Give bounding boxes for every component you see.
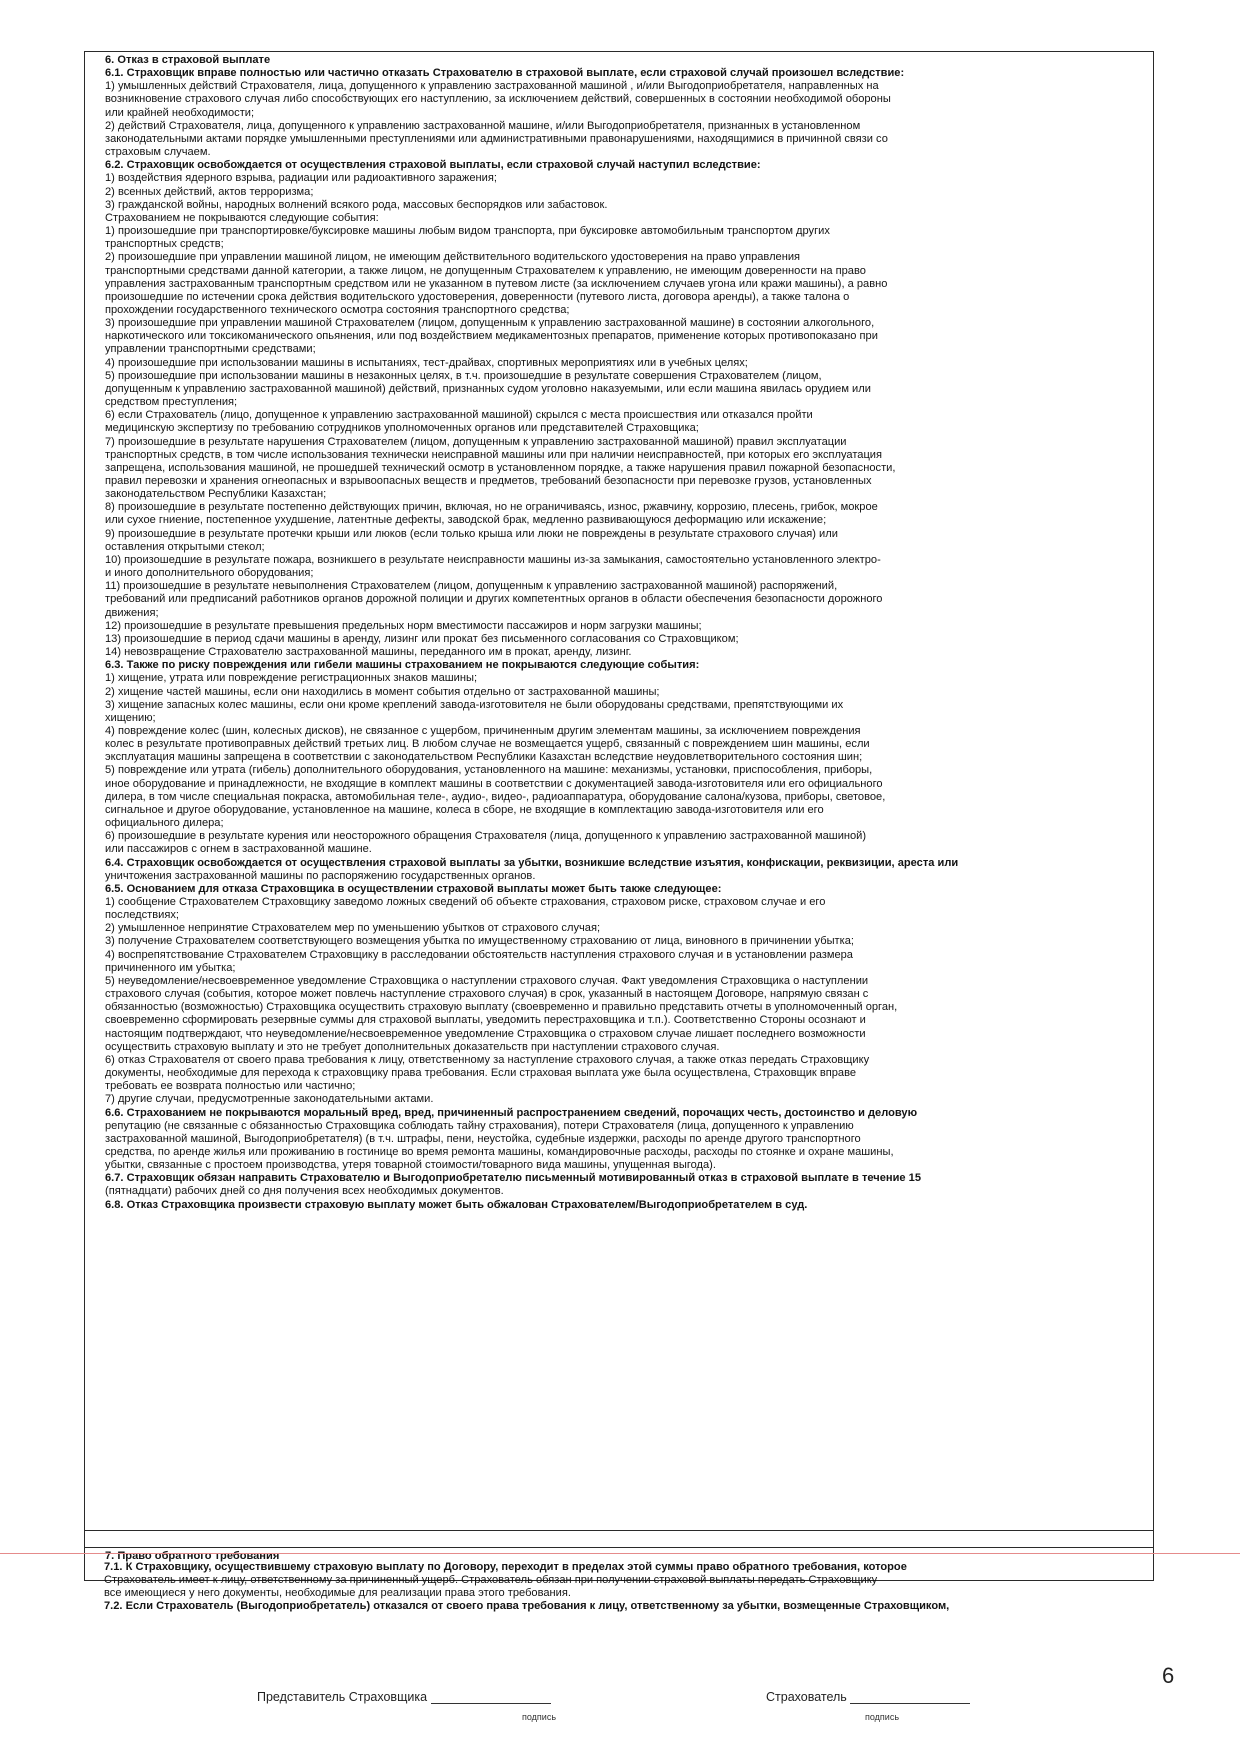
text-line: требований или предписаний работников органов дорожной полиции и других компетентных органов в области обеспечения безопасности дорожного (105, 593, 883, 606)
text-line: 8) произошедшие в результате постепенно действующих причин, включая, но не ограничиваясь, износ, ржавчину, коррозию, плесень, грибок, мокрое (105, 501, 878, 514)
text-line: 4) повреждение колес (шин, колесных дисков), не связанное с ущербом, причиненным другим элементам машины, за исключением повреждения (105, 724, 861, 737)
text-line: или сухое гниение, постепенное ухудшение, латентные дефекты, заводской брак, медленно развивающуюся деформацию или искажение; (105, 514, 827, 527)
text-line: 6.1. Страховщик вправе полностью или частично отказать Страхователю в страховой выплате, если страховой случай произошел вследствие: (105, 67, 905, 80)
text-line: 2) умышленное непринятие Страхователем мер по уменьшению убытков от страхового случая; (105, 922, 601, 935)
text-line: управления застрахованным транспортным средством или не указанном в путевом листе (за исключением случаев угона или кражи машины), а равно (105, 277, 888, 290)
text-line: или пассажиров с огнем в застрахованной машине. (105, 843, 372, 856)
signature-insurer-label: Представитель Страховщика (257, 1690, 428, 1704)
text-line: эксплуатация машины запрещена в соответствии с законодательством Республики Казахстан вследствие неудовлетворительного состояния шин; (105, 751, 863, 764)
text-line: 3) получение Страхователем соответствующего возмещения убытка по имущественному страхованию от лица, виновного в причинении убытка; (105, 935, 854, 948)
text-line: дилера, в том числе специальная покраска, автомобильная теле-, аудио-, видео-, радиоаппаратура, оборудование салона/кузова, приборы, световое, (105, 790, 886, 803)
text-line: 6.3. Также по риску повреждения или гибели машины страхованием не покрываются следующие события: (105, 659, 700, 672)
text-line: 1) воздействия ядерного взрыва, радиации или радиоактивного заражения; (105, 172, 497, 185)
text-line: 6.4. Страховщик освобождается от осуществления страховой выплаты за убытки, возникшие вследствие изъятия, конфискации, реквизиции, ареста или (105, 856, 959, 869)
text-line: настоящим подтверждают, что неуведомление/несвоевременное уведомление Страховщика о страховом случае лишает последнего возможности (105, 1027, 866, 1040)
text-line: 6.5. Основанием для отказа Страховщика в осуществлении страховой выплаты может быть также следующее: (105, 882, 722, 895)
text-line: документы, необходимые для перехода к страховщику права требования. Если страховая выплата уже была осуществлена, Страховщик вправе (105, 1067, 857, 1080)
text-line: 12) произошедшие в результате превышения предельных норм вместимости пассажиров и норм загрузки машины; (105, 619, 702, 632)
text-line: 2) хищение частей машины, если они находились в момент события отдельно от застрахованной машины; (105, 685, 660, 698)
text-line: причиненного им убытка; (105, 961, 236, 974)
text-line: 13) произошедшие в период сдачи машины в аренду, лизинг или прокат без письменного согласования со Страховщиком; (105, 632, 739, 645)
text-line: (пятнадцати) рабочих дней со дня получения всех необходимых документов. (105, 1185, 504, 1198)
text-line: законодательством Республики Казахстан; (105, 488, 327, 501)
text-line: наркотического или токсикоманического опьянения, или под воздействием медикаментозных препаратов, применение которых противопоказано при (105, 330, 878, 343)
text-line: оставления открытыми стекол; (105, 540, 265, 553)
text-line: последствиях; (105, 909, 179, 922)
text-line: прохождении государственного технического осмотра состояния транспортного средства; (105, 303, 570, 316)
text-line: иное оборудование и принадлежности, не входящие в комплект машины в соответствии с документацией завода-изготовителя или его официального (105, 777, 883, 790)
text-line: 6) произошедшие в результате курения или неосторожного обращения Страхователя (лица, допущенного к управлению застрахованной машиной) (105, 830, 867, 843)
text-line: своевременно сформировать резервные суммы для страховой выплаты, уведомить перестраховщика и т.п.). Соответственно Стороны осознают и (105, 1014, 866, 1027)
text-line: законодательными актами порядке умышленными преступлениями или административными правонарушениями, находящимися в причинной связи со (105, 132, 888, 145)
text-line: страховым случаем. (105, 146, 211, 159)
text-line: возникновение страхового случая либо способствующих его наступлению, за исключением действий, совершенных в состоянии необходимой обороны (105, 93, 891, 106)
text-line: 3) гражданской войны, народных волнений всякого рода, массовых беспорядков или забастовок. (105, 198, 608, 211)
text-line: 6) отказ Страхователя от своего права требования к лицу, ответственному за наступление страхового случая, а также отказ передать Страховщику (105, 1053, 870, 1066)
text-line: средством преступления; (105, 396, 238, 409)
text-line: 6.7. Страховщик обязан направить Страхователю и Выгодоприобретателю письменный мотивированный отказ в страховой выплате в течение 15 (105, 1172, 922, 1185)
text-line: 7) произошедшие в результате нарушения Страхователем (лицом, допущенным к управлению застрахованной машиной) правил эксплуатации (105, 435, 847, 448)
text-line: 7) другие случаи, предусмотренные законодательными актами. (105, 1093, 434, 1106)
text-line: 2) произошедшие при управлении машиной лицом, не имеющим действительного водительского удостоверения на право управления (105, 251, 801, 264)
text-line: 5) неуведомление/несвоевременное уведомление Страховщика о наступлении страхового случая. Факт уведомления Страховщика о наступлении (105, 974, 869, 987)
section-7-title: 7. Право обратного требования (105, 1550, 280, 1562)
text-line: 10) произошедшие в результате пожара, возникшего в результате неисправности машины из-за замыкания, самостоятельно установленного электро- (105, 553, 881, 566)
text-line: 7.1. К Страховщику, осуществившему страховую выплату по Договору, переходит в пределах этой суммы право обратного требования, которое (104, 1561, 907, 1573)
text-line: 9) произошедшие в результате протечки крыши или люков (если только крыша или люки не повреждены в результате страхового случая) или (105, 527, 838, 540)
text-line: 5) повреждение или утрата (гибель) дополнительного оборудования, установленного на машине: механизмы, установки, приспособления, приборы, (105, 764, 873, 777)
section-6-body (105, 67, 1147, 1212)
text-line: 6.6. Страхованием не покрываются моральный вред, вред, причиненный распространением сведений, порочащих честь, достоинство и деловую (105, 1106, 918, 1119)
signature-insurer-caption: подпись (522, 1712, 557, 1722)
text-line: 6) если Страхователь (лицо, допущенное к управлению застрахованной машиной) скрылся с места происшествия или отказался пройти (105, 409, 813, 422)
text-line: 1) сообщение Страхователем Страховщику заведомо ложных сведений об объекте страхования, страховом риске, страховом случае и его (105, 896, 826, 908)
text-line: убытки, связанные с простоем производства, утеря товарной стоимости/товарного вида машины, упущенная выгода). (105, 1159, 716, 1172)
text-line: и иного дополнительного оборудования; (105, 567, 314, 580)
text-line: 3) хищение запасных колес машины, если они кроме креплений завода-изготовителя не были оборудованы средствами, препятствующими их (105, 698, 844, 711)
text-line: средства, по аренде жилья или проживанию в гостинице во время ремонта машины, командировочные расходы, расходы по стоянке и охране машины, (105, 1145, 894, 1158)
text-line: 4) воспрепятствование Страхователем Страховщику в расследовании обстоятельств наступления страхового случая и в установлении размера (105, 948, 853, 961)
text-line: репутацию (не связанные с обязанностью Страховщика соблюдать тайну страхования), потери Страхователя (лица, допущенного к управлению (105, 1119, 854, 1132)
text-line: транспортных средств, в том числе использования технически неисправной машины или при наличии неисправностей, при которых его эксплуатация (105, 448, 883, 461)
section-6 (85, 52, 1153, 1531)
text-line: требовать ее возврата полностью или частично; (105, 1080, 356, 1093)
signature-insurer-line (431, 1703, 551, 1704)
text-line: допущенным к управлению застрахованной машиной) действий, признанных судом уголовно наказуемыми, или если машина явилась орудием или (105, 382, 871, 395)
text-line: сигнальное и другое оборудование, установленное на машине, колеса в сборе, не входящие в комплектацию завода-изготовителя или его (105, 803, 824, 816)
text-line: 6.8. Отказ Страховщика произвести страховую выплату может быть обжалован Страхователем/Выгодоприобретателем в суд. (105, 1198, 808, 1211)
text-line: правил перевозки и хранения огнеопасных и взрывоопасных веществ и предметов, требований безопасности при перевозке грузов, установленных (105, 475, 872, 487)
text-line: хищению; (105, 711, 156, 724)
text-line: Страхователь имеет к лицу, ответственному за причиненный ущерб. Страхователь обязан при получении страховой выплаты передать Страховщику (104, 1574, 878, 1587)
text-line: запрещена, использования машиной, не прошедшей технический осмотр в установленном порядке, а также нарушения правил пожарной безопасности, (105, 461, 896, 474)
text-line: 1) хищение, утрата или повреждение регистрационных знаков машины; (105, 672, 478, 685)
text-line: уничтожения застрахованной машины по распоряжению государственных органов. (105, 869, 536, 882)
text-line: застрахованной машиной, Выгодоприобретателя) (в т.ч. штрафы, пени, неустойка, судебные издержки, расходы по аренде другого транспортного (105, 1132, 861, 1145)
text-line: 1) произошедшие при транспортировке/буксировке машины любым видом транспорта, при буксировке автомобильным транспортом других (105, 225, 830, 238)
text-line: колес в результате противоправных действий третьих лиц. В любом случае не возмещается ущерб, связанный с повреждением шин машины, если (105, 738, 870, 751)
document-frame (84, 51, 1154, 1581)
text-line: 2) всенных действий, актов терроризма; (105, 185, 314, 198)
text-line: 14) невозвращение Страхователю застрахованной машины, переданного им в прокат, аренду, лизинг. (105, 646, 632, 659)
text-line: 5) произошедшие при использовании машины в незаконных целях, в т.ч. произошедшие в результате совершения Страхователем (лицом, (105, 369, 822, 382)
text-line: произошедшие по истечении срока действия водительского удостоверения, доверенности (путевого листа, договора аренды), а также талона о (105, 290, 850, 303)
signature-insurer (257, 1690, 551, 1704)
signature-insured-line (850, 1703, 970, 1704)
text-line: 7.2. Если Страхователь (Выгодоприобретатель) отказался от своего права требования к лицу, ответственному за убытки, возмещенные Страховщиком, (104, 1600, 950, 1613)
page-number: 6 (1162, 1663, 1175, 1688)
margin-guide-line (0, 1553, 1240, 1554)
text-line: страхового случая (события, которое может повлечь наступление страхового случая) в срок, указанный в настоящем Договоре, напрямую связан с (105, 988, 869, 1001)
text-line: транспортными средствами данной категории, а также лицом, не допущенным Страхователем к управлению, не имеющим доверенности на право (105, 264, 866, 277)
text-line: официального дилера; (105, 817, 224, 830)
text-line: обязанностью (возможностью) Страховщика осуществить страховую выплату (своевременно и правильно представить отчеты в уполномоченный орган, (105, 1001, 898, 1014)
text-line: медицинскую экспертизу по требованию сотрудников уполномоченных органов или представителей Страховщика; (105, 422, 699, 435)
text-line: осуществить страховую выплату и это не требует дополнительных доказательств при наступлении страхового случая. (105, 1040, 720, 1053)
text-line: 2) действий Страхователя, лица, допущенного к управлению застрахованной машине, и/или Выгодоприобретателя, признанных в установленном (105, 119, 861, 132)
text-line: 6.2. Страховщик освобождается от осуществления страховой выплаты, если страховой случай наступил вследствие: (105, 159, 761, 172)
signature-insured (766, 1690, 970, 1704)
text-line: 11) произошедшие в результате невыполнения Страхователем (лицом, допущенным к управлению застрахованной машиной) распоряжений, (105, 580, 838, 593)
text-line: транспортных средств; (105, 238, 224, 251)
text-line: движения; (105, 606, 159, 619)
text-line: 3) произошедшие при управлении машиной Страхователем (лицом, допущенным к управлению застрахованной машине) в состоянии алкогольного, (105, 317, 875, 330)
signature-insured-caption: подпись (865, 1712, 900, 1722)
text-line: управлении транспортными средствами; (105, 343, 316, 356)
signature-insured-label: Страхователь (766, 1690, 847, 1704)
text-line: или крайней необходимости; (105, 106, 255, 119)
text-line: 4) произошедшие при использовании машины в испытаниях, тест-драйвах, спортивных мероприятиях или в учебных целях; (105, 356, 748, 369)
text-line: 1) умышленных действий Страхователя, лица, допущенного к управлению застрахованной машиной , и/или Выгодоприобретателя, направленных на (105, 80, 879, 93)
section-6-title: 6. Отказ в страховой выплате (105, 54, 271, 66)
text-line: Страхованием не покрываются следующие события: (105, 211, 379, 224)
text-line: все имеющиеся у него документы, необходимые для реализации права этого требования. (104, 1587, 571, 1600)
